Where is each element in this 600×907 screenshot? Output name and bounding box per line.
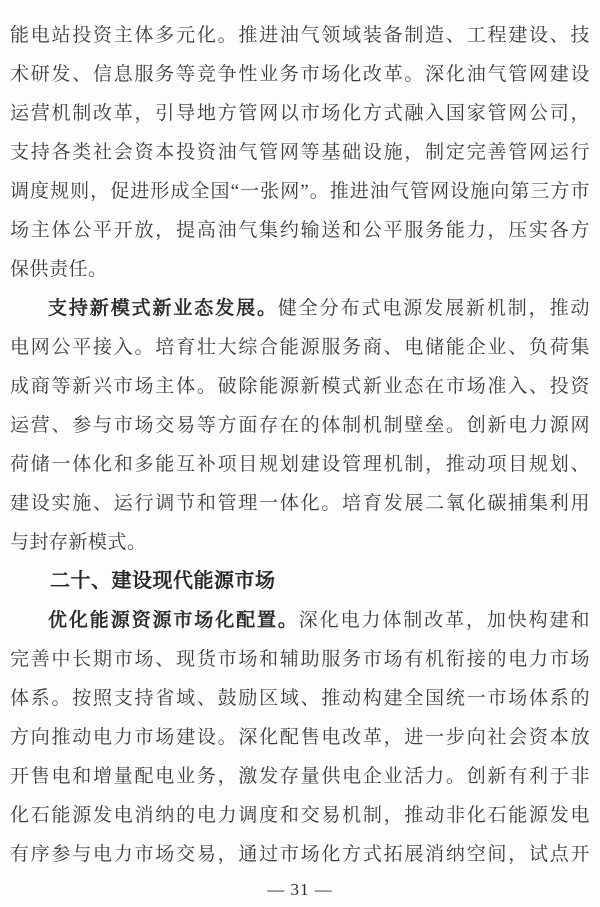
line-text: 调度规则，促进形成全国“一张网”。推进油气管网设施向第三方市: [10, 181, 590, 202]
text-line: [10, 835, 590, 874]
text-line: [10, 523, 590, 562]
text-line: [10, 757, 590, 796]
line-text: 建设实施、运行调节和管理一体化。培育发展二氧化碳捕集利用: [10, 493, 590, 514]
text-line: [10, 640, 590, 679]
page-number: [10, 877, 590, 903]
line-text: 术研发、信息服务等竞争性业务市场化改革。深化油气管网建设: [10, 64, 590, 85]
text-line: [10, 94, 590, 133]
text-line: [10, 133, 590, 172]
text-line: [10, 289, 590, 328]
line-text: 运营机制改革，引导地方管网以市场化方式融入国家管网公司，: [10, 103, 590, 124]
section-heading: [10, 562, 590, 601]
page-number-text: — 31 —: [267, 880, 333, 899]
text-line: [10, 679, 590, 718]
line-text: 电网公平接入。培育壮大综合能源服务商、电储能企业、负荷集: [10, 337, 590, 358]
text-line: [10, 211, 590, 250]
line-text: 支持各类社会资本投资油气管网等基础设施，制定完善管网运行: [10, 142, 590, 163]
text-line: [10, 250, 590, 289]
line-text: 运营、参与市场交易等方面存在的体制机制壁垒。创新电力源网: [10, 415, 590, 436]
line-text: 深化电力体制改革，加快构建和: [298, 610, 590, 631]
line-text: 与封存新模式。: [10, 532, 147, 553]
line-text: 场主体公平开放，提高油气集约输送和公平服务能力，压实各方: [10, 220, 590, 241]
line-text: 体系。按照支持省域、鼓励区域、推动构建全国统一市场体系的: [10, 688, 590, 709]
line-text: 能电站投资主体多元化。推进油气领域装备制造、工程建设、技: [10, 25, 590, 46]
text-line: [10, 55, 590, 94]
line-text: 化石能源发电消纳的电力调度和交易机制，推动非化石能源发电: [10, 805, 590, 826]
line-text: 有序参与电力市场交易，通过市场化方式拓展消纳空间，试点开: [10, 844, 590, 865]
paragraph-lead-emphasis: 支持新模式新业态发展。: [48, 298, 278, 319]
line-text: 方向推动电力市场建设。深化配售电改革，进一步向社会资本放: [10, 727, 590, 748]
text-line: [10, 718, 590, 757]
line-text: 荷储一体化和多能互补项目规划建设管理机制，推动项目规划、: [10, 454, 590, 475]
line-text: 保供责任。: [10, 259, 108, 280]
text-line: [10, 601, 590, 640]
paragraph-lead-emphasis: 优化能源资源市场化配置。: [48, 610, 299, 631]
text-line: [10, 406, 590, 445]
text-line: [10, 796, 590, 835]
text-line: [10, 172, 590, 211]
text-line: [10, 445, 590, 484]
text-line: [10, 16, 590, 55]
text-line: [10, 484, 590, 523]
line-text: 开售电和增量配电业务，激发存量供电企业活力。创新有利于非: [10, 766, 590, 787]
line-text: 完善中长期市场、现货市场和辅助服务市场有机衔接的电力市场: [10, 649, 590, 670]
line-text: 健全分布式电源发展新机制，推动: [277, 298, 590, 319]
text-line: [10, 328, 590, 367]
text-line: [10, 367, 590, 406]
line-text: 成商等新兴市场主体。破除能源新模式新业态在市场准入、投资: [10, 376, 590, 397]
section-heading-text: 二十、建设现代能源市场: [50, 570, 276, 592]
